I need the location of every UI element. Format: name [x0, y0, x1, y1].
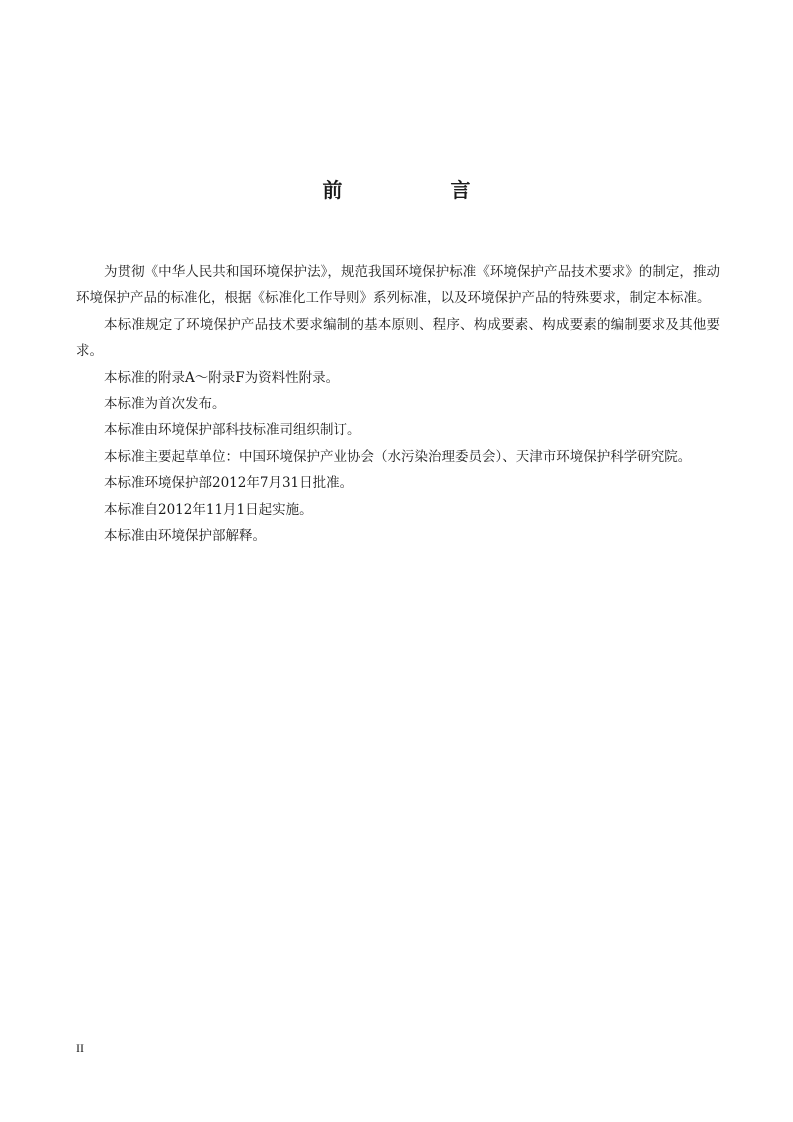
paragraph-purpose: 为贯彻《中华人民共和国环境保护法》，规范我国环境保护标准《环境保护产品技术要求》的制定，推动环境保护产品的标准化，根据《标准化工作导则》系列标准，以及环境保护产品的特殊要求，制定本标准。: [76, 264, 720, 307]
paragraph-effective-date: 本标准自2012年11月1日起实施。: [104, 501, 313, 518]
paragraph-scope: 本标准规定了环境保护产品技术要求编制的基本原则、程序、构成要素、构成要素的编制要求及其他要求。: [76, 316, 720, 360]
paragraph-first-release: 本标准为首次发布。: [104, 396, 226, 413]
foreword-body: [76, 259, 720, 549]
paragraph-organizer: 本标准由环境保护部科技标准司组织制订。: [104, 422, 361, 439]
page-title: 前 言: [322, 178, 515, 202]
paragraph-drafters: 本标准主要起草单位：中国环境保护产业协会（水污染治理委员会）、天津市环境保护科学研究院。: [104, 448, 692, 465]
page-number: II: [76, 1041, 84, 1055]
paragraph-appendix: 本标准的附录A～附录F为资料性附录。: [104, 369, 340, 386]
paragraph-approval: 本标准环境保护部2012年7月31日批准。: [104, 475, 354, 492]
paragraph-interpretation: 本标准由环境保护部解释。: [104, 528, 266, 545]
